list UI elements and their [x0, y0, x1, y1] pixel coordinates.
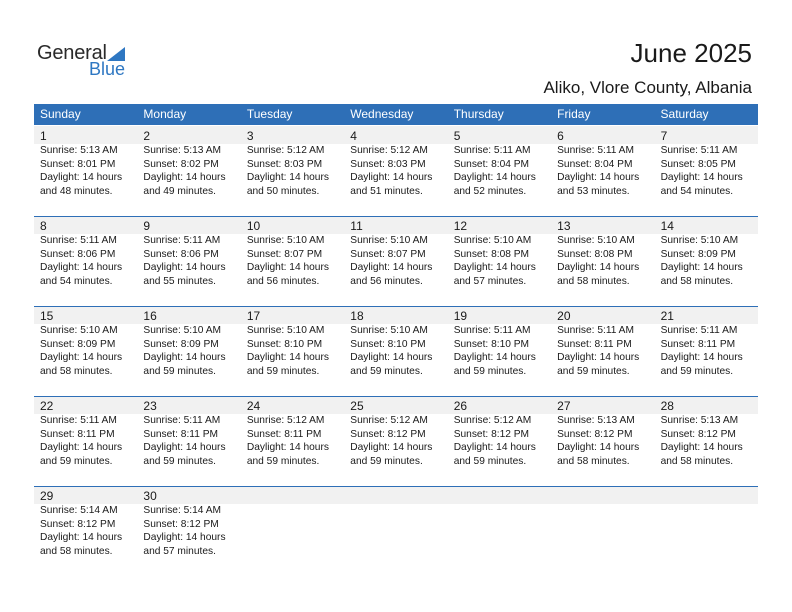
day-number: 2 [143, 129, 151, 143]
day-number: 26 [453, 399, 468, 413]
day-cell [34, 396, 137, 486]
day-number: 13 [557, 219, 571, 233]
day-sunset-text: Sunset: 8:12 PM [660, 428, 736, 440]
weekday-tuesday: Tuesday [246, 107, 293, 121]
day-sunrise-text: Sunrise: 5:10 AM [557, 235, 635, 246]
day-number: 17 [246, 309, 261, 323]
day-daylight-text: Daylight: 14 hours [246, 172, 329, 183]
day-minutes-text: and 57 minutes. [143, 545, 216, 557]
day-number: 21 [660, 309, 674, 323]
day-cell [655, 396, 758, 486]
day-number: 6 [557, 129, 564, 143]
day-number: 25 [350, 399, 364, 413]
day-minutes-text: and 52 minutes. [453, 185, 527, 197]
day-number: 4 [350, 129, 357, 143]
day-sunset-text: Sunset: 8:11 PM [246, 428, 322, 440]
day-daylight-text: Daylight: 14 hours [40, 442, 123, 453]
day-sunrise-text: Sunrise: 5:10 AM [453, 235, 532, 246]
day-sunset-text: Sunset: 8:10 PM [246, 338, 323, 350]
day-sunset-text: Sunset: 8:07 PM [246, 248, 323, 260]
day-sunset-text: Sunset: 8:09 PM [40, 338, 116, 350]
day-sunrise-text: Sunrise: 5:10 AM [350, 325, 428, 336]
day-daylight-text: Daylight: 14 hours [557, 442, 640, 453]
day-sunrise-text: Sunrise: 5:11 AM [660, 325, 738, 336]
day-sunset-text: Sunset: 8:04 PM [453, 158, 530, 170]
weekday-wednesday: Wednesday [350, 107, 414, 121]
day-minutes-text: and 51 minutes. [350, 185, 423, 197]
day-minutes-text: and 59 minutes. [350, 365, 423, 377]
day-sunrise-text: Sunrise: 5:12 AM [350, 145, 428, 156]
day-daylight-text: Daylight: 14 hours [40, 532, 123, 543]
day-sunrise-text: Sunrise: 5:12 AM [246, 145, 325, 156]
day-daylight-text: Daylight: 14 hours [660, 262, 743, 273]
day-sunset-text: Sunset: 8:05 PM [660, 158, 736, 170]
day-sunrise-text: Sunrise: 5:11 AM [453, 325, 531, 336]
calendar-week [34, 216, 758, 306]
day-cell [448, 216, 551, 306]
day-sunrise-text: Sunrise: 5:10 AM [40, 325, 118, 336]
day-cell [137, 306, 240, 396]
day-sunrise-text: Sunrise: 5:11 AM [40, 415, 117, 426]
day-sunrise-text: Sunrise: 5:12 AM [350, 415, 428, 426]
weekday-header [34, 104, 758, 125]
day-minutes-text: and 58 minutes. [40, 545, 113, 557]
day-sunset-text: Sunset: 8:07 PM [350, 248, 426, 260]
generalblue-logo [37, 42, 137, 82]
day-daylight-text: Daylight: 14 hours [350, 442, 433, 453]
day-cell [344, 306, 447, 396]
day-number: 11 [350, 219, 363, 233]
logo-text-general: General [37, 42, 107, 64]
weekday-saturday: Saturday [660, 107, 709, 121]
day-daylight-text: Daylight: 14 hours [246, 442, 329, 453]
day-sunset-text: Sunset: 8:12 PM [557, 428, 633, 440]
calendar-week [34, 486, 758, 576]
day-sunrise-text: Sunrise: 5:11 AM [453, 145, 531, 156]
day-cell [34, 486, 137, 576]
day-minutes-text: and 53 minutes. [557, 185, 630, 197]
day-minutes-text: and 58 minutes. [40, 365, 113, 377]
day-cell [655, 216, 758, 306]
day-sunset-text: Sunset: 8:04 PM [557, 158, 633, 170]
day-daylight-text: Daylight: 14 hours [453, 352, 536, 363]
day-minutes-text: and 59 minutes. [350, 455, 423, 467]
day-cell [448, 306, 551, 396]
day-cell [448, 396, 551, 486]
day-sunrise-text: Sunrise: 5:11 AM [660, 145, 738, 156]
day-minutes-text: and 59 minutes. [453, 365, 527, 377]
day-cell [448, 126, 551, 216]
day-minutes-text: and 59 minutes. [143, 365, 216, 377]
day-sunset-text: Sunset: 8:12 PM [350, 428, 426, 440]
day-daylight-text: Daylight: 14 hours [40, 172, 123, 183]
calendar-week [34, 306, 758, 396]
day-daylight-text: Daylight: 14 hours [660, 352, 743, 363]
day-number: 9 [143, 219, 151, 233]
day-sunset-text: Sunset: 8:12 PM [40, 518, 116, 530]
day-cell [241, 396, 344, 486]
day-sunset-text: Sunset: 8:02 PM [143, 158, 219, 170]
day-minutes-text: and 59 minutes. [143, 455, 216, 467]
day-daylight-text: Daylight: 14 hours [143, 172, 226, 183]
day-sunrise-text: Sunrise: 5:12 AM [246, 415, 325, 426]
day-sunrise-text: Sunrise: 5:10 AM [143, 325, 222, 336]
day-number: 12 [453, 219, 468, 233]
day-sunrise-text: Sunrise: 5:14 AM [40, 505, 118, 516]
day-sunrise-text: Sunrise: 5:13 AM [143, 145, 222, 156]
day-daylight-text: Daylight: 14 hours [453, 442, 536, 453]
day-minutes-text: and 56 minutes. [246, 275, 320, 287]
day-daylight-text: Daylight: 14 hours [453, 172, 536, 183]
day-minutes-text: and 59 minutes. [660, 365, 734, 377]
day-cell [241, 216, 344, 306]
weekday-thursday: Thursday [453, 107, 504, 121]
day-sunrise-text: Sunrise: 5:10 AM [350, 235, 428, 246]
day-minutes-text: and 56 minutes. [350, 275, 423, 287]
day-sunrise-text: Sunrise: 5:14 AM [143, 505, 222, 516]
day-minutes-text: and 54 minutes. [40, 275, 113, 287]
day-cell [34, 126, 137, 216]
day-minutes-text: and 58 minutes. [660, 275, 734, 287]
day-daylight-text: Daylight: 14 hours [40, 352, 123, 363]
day-number: 19 [453, 309, 468, 323]
day-daylight-text: Daylight: 14 hours [557, 352, 640, 363]
day-cell [344, 126, 447, 216]
day-daylight-text: Daylight: 14 hours [350, 172, 433, 183]
day-sunset-text: Sunset: 8:09 PM [143, 338, 219, 350]
day-sunrise-text: Sunrise: 5:12 AM [453, 415, 532, 426]
day-daylight-text: Daylight: 14 hours [557, 262, 640, 273]
day-number: 1 [40, 129, 47, 143]
day-number: 16 [143, 309, 157, 323]
day-sunrise-text: Sunrise: 5:11 AM [557, 325, 634, 336]
weekday-friday: Friday [557, 107, 591, 121]
day-number: 10 [246, 219, 261, 233]
day-cell [137, 396, 240, 486]
day-cell [137, 486, 240, 576]
day-sunset-text: Sunset: 8:03 PM [350, 158, 426, 170]
day-sunset-text: Sunset: 8:03 PM [246, 158, 323, 170]
day-number: 27 [557, 399, 571, 413]
day-daylight-text: Daylight: 14 hours [453, 262, 536, 273]
day-cell [137, 126, 240, 216]
weekday-sunday: Sunday [40, 107, 81, 121]
location-subtitle: Aliko, Vlore County, Albania [543, 78, 752, 97]
calendar-week [34, 396, 758, 486]
day-sunrise-text: Sunrise: 5:13 AM [557, 415, 635, 426]
day-sunrise-text: Sunrise: 5:11 AM [557, 145, 634, 156]
day-sunset-text: Sunset: 8:08 PM [557, 248, 633, 260]
day-number: 30 [143, 489, 157, 503]
day-cell [344, 396, 447, 486]
day-sunrise-text: Sunrise: 5:10 AM [246, 325, 325, 336]
calendar-week [34, 126, 758, 216]
day-cell [551, 126, 654, 216]
day-cell [655, 126, 758, 216]
day-number: 5 [453, 129, 461, 143]
day-cell [344, 216, 447, 306]
day-number: 29 [40, 489, 54, 503]
day-sunrise-text: Sunrise: 5:11 AM [40, 235, 117, 246]
day-daylight-text: Daylight: 14 hours [246, 352, 329, 363]
day-number: 23 [143, 399, 157, 413]
day-number: 22 [40, 399, 54, 413]
day-sunset-text: Sunset: 8:12 PM [143, 518, 219, 530]
day-number: 20 [557, 309, 571, 323]
day-minutes-text: and 58 minutes. [660, 455, 734, 467]
logo-text-blue: Blue [89, 59, 126, 79]
day-daylight-text: Daylight: 14 hours [143, 352, 226, 363]
day-sunset-text: Sunset: 8:10 PM [453, 338, 530, 350]
day-cell [241, 306, 344, 396]
day-number: 8 [40, 219, 47, 233]
day-number: 24 [246, 399, 261, 413]
day-number: 28 [660, 399, 674, 413]
day-daylight-text: Daylight: 14 hours [143, 532, 226, 543]
day-number: 7 [660, 129, 668, 143]
day-daylight-text: Daylight: 14 hours [660, 442, 743, 453]
day-cell [551, 396, 654, 486]
day-daylight-text: Daylight: 14 hours [350, 352, 433, 363]
day-minutes-text: and 55 minutes. [143, 275, 216, 287]
day-sunrise-text: Sunrise: 5:10 AM [246, 235, 325, 246]
day-daylight-text: Daylight: 14 hours [660, 172, 743, 183]
day-sunset-text: Sunset: 8:11 PM [143, 428, 218, 440]
day-daylight-text: Daylight: 14 hours [143, 262, 226, 273]
day-minutes-text: and 54 minutes. [660, 185, 734, 197]
day-number: 18 [350, 309, 364, 323]
day-number: 3 [246, 129, 254, 143]
day-minutes-text: and 59 minutes. [453, 455, 527, 467]
day-minutes-text: and 59 minutes. [40, 455, 113, 467]
day-daylight-text: Daylight: 14 hours [350, 262, 433, 273]
page-title: June 2025 [630, 38, 752, 68]
weekday-monday: Monday [143, 107, 187, 121]
day-sunset-text: Sunset: 8:01 PM [40, 158, 116, 170]
day-cell [34, 216, 137, 306]
day-sunset-text: Sunset: 8:11 PM [557, 338, 632, 350]
day-sunset-text: Sunset: 8:06 PM [40, 248, 116, 260]
day-sunrise-text: Sunrise: 5:13 AM [660, 415, 739, 426]
day-minutes-text: and 49 minutes. [143, 185, 216, 197]
day-cell [34, 306, 137, 396]
day-sunset-text: Sunset: 8:09 PM [660, 248, 736, 260]
day-sunset-text: Sunset: 8:06 PM [143, 248, 219, 260]
day-cell [241, 126, 344, 216]
day-minutes-text: and 58 minutes. [557, 275, 630, 287]
day-sunrise-text: Sunrise: 5:13 AM [40, 145, 118, 156]
day-daylight-text: Daylight: 14 hours [557, 172, 640, 183]
day-daylight-text: Daylight: 14 hours [246, 262, 329, 273]
day-minutes-text: and 58 minutes. [557, 455, 630, 467]
day-minutes-text: and 59 minutes. [246, 365, 320, 377]
day-minutes-text: and 59 minutes. [246, 455, 320, 467]
day-cell [551, 306, 654, 396]
day-sunset-text: Sunset: 8:10 PM [350, 338, 426, 350]
day-sunrise-text: Sunrise: 5:11 AM [143, 235, 221, 246]
day-minutes-text: and 48 minutes. [40, 185, 113, 197]
day-number: 14 [660, 219, 674, 233]
day-sunset-text: Sunset: 8:12 PM [453, 428, 530, 440]
day-sunrise-text: Sunrise: 5:10 AM [660, 235, 739, 246]
day-daylight-text: Daylight: 14 hours [40, 262, 123, 273]
day-cell [655, 306, 758, 396]
day-daylight-text: Daylight: 14 hours [143, 442, 226, 453]
day-sunset-text: Sunset: 8:11 PM [660, 338, 736, 350]
day-number: 15 [40, 309, 54, 323]
day-cell [137, 216, 240, 306]
day-minutes-text: and 59 minutes. [557, 365, 630, 377]
day-cell [551, 216, 654, 306]
day-sunset-text: Sunset: 8:08 PM [453, 248, 530, 260]
day-sunrise-text: Sunrise: 5:11 AM [143, 415, 221, 426]
day-sunset-text: Sunset: 8:11 PM [40, 428, 115, 440]
day-minutes-text: and 57 minutes. [453, 275, 527, 287]
day-minutes-text: and 50 minutes. [246, 185, 320, 197]
